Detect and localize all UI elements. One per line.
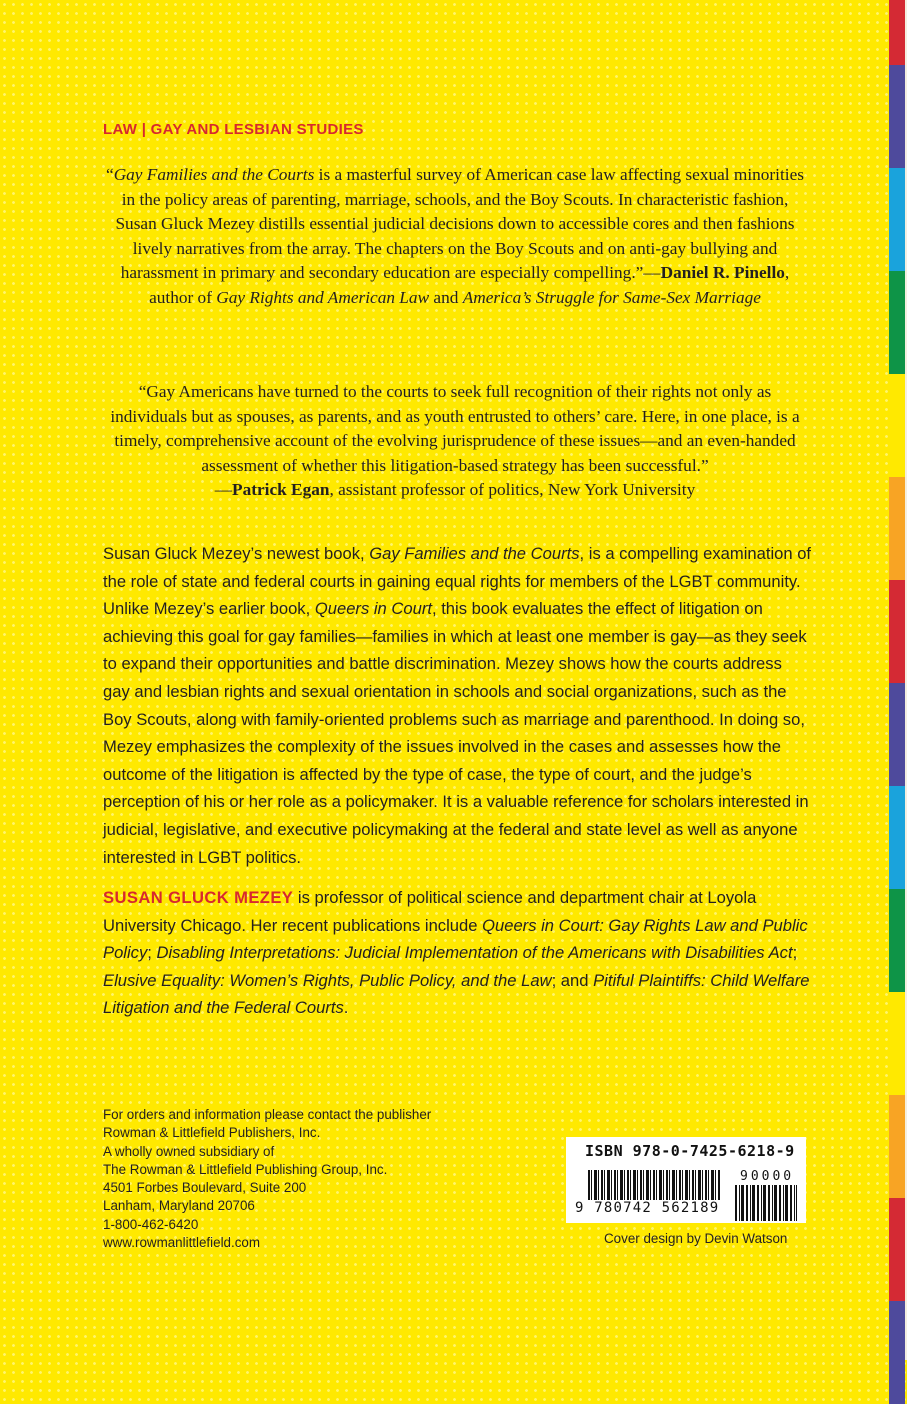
contact-line: Lanham, Maryland 20706: [103, 1198, 255, 1214]
spine-stripe: [889, 374, 905, 477]
spine-stripe: [889, 1095, 905, 1198]
spine-stripe: [889, 271, 905, 374]
addon-barcode-bars: [735, 1185, 797, 1221]
text-run: is professor of political science and department chair at Loyola University Chicago. Her recent publications include: [103, 888, 757, 935]
text-run: “Gay Americans have turned to the courts to seek full recognition of their rights not only as individuals but as spouses, as parents, and as youth entrusted to others’ care. Here, in one place, is a timely, comprehensive account of the evolving jurisprudence of these issues—and an even-handed assessment of whether this litigation-based strategy has been successful.”: [110, 382, 800, 475]
endorsement-quote-egan: [100, 380, 810, 503]
spine-stripe: [889, 786, 905, 889]
spine-stripe: [889, 1198, 905, 1301]
text-run: ;: [147, 943, 157, 963]
text-run: ; and: [551, 970, 594, 990]
contact-line: Rowman & Littlefield Publishers, Inc.: [103, 1125, 321, 1141]
price-addon-digits: 90000: [740, 1169, 795, 1184]
italic-title: Pitiful Plaintiffs: Child Welfare Litigation and the Federal Courts: [103, 970, 810, 1018]
contact-website: www.rowmanlittlefield.com: [103, 1235, 261, 1251]
text-run: , assistant professor of politics, New York University: [329, 480, 696, 499]
attribution-name: Patrick Egan: [232, 480, 330, 499]
barcode-digits: 9 780742 562189: [575, 1200, 720, 1216]
italic-title: Queers in Court: [314, 599, 432, 619]
contact-phone: 1-800-462-6420: [103, 1216, 199, 1232]
text-run: .: [343, 998, 349, 1018]
contact-line: For orders and information please contact the publisher: [103, 1107, 432, 1122]
italic-title: Queers in Court: Gay Rights Law and Public Policy: [103, 915, 808, 963]
cover-design-credit: Cover design by Devin Watson: [604, 1231, 788, 1246]
endorsement-quote-pinello: [100, 163, 810, 310]
text-run: “: [106, 165, 114, 184]
spine-stripe: [889, 992, 905, 1095]
text-run: —: [214, 480, 233, 499]
contact-line: A wholly owned subsidiary of: [103, 1143, 275, 1159]
italic-title: Disabling Interpretations: Judicial Implementation of the Americans with Disabilities Act: [156, 943, 793, 963]
text-run: is a masterful survey of American case law affecting sexual minorities in the policy areas of parenting, marriage, schools, and the Boy Scouts. In characteristic fashion, Susan Gluck Mezey distills essential judicial decisions down to accessible cores and then fashions lively narratives from the array. The chapters on the Boy Scouts and on anti-gay bullying and harassment in primary and secondary education are especially compelling.”—: [115, 165, 804, 282]
italic-title: Gay Rights and American Law: [216, 287, 430, 307]
text-run: , is a compelling examination of the role of state and federal courts in gaining equal rights for members of the LGBT community. Unlike Mezey’s earlier book,: [103, 544, 812, 619]
spine-stripe: [889, 683, 905, 786]
publisher-contact: [103, 1106, 431, 1252]
text-run: , this book evaluates the effect of litigation on achieving this goal for gay families—families in which at least one member is gay—as they seek to expand their opportunities and battle discrimination. Mezey shows how the courts address gay and lesbian rights and sexual orientation in schools and social organizations, such as the Boy Scouts, along with family-oriented problems such as marriage and parenthood. In doing so, Mezey emphasizes the complexity of the issues involved in the cases and assesses how the outcome of the litigation is affected by the type of case, the type of court, and the judge’s perception of his or her role as a policymaker. It is a valuable reference for scholars interested in judicial, legislative, and executive policymaking at the federal and state level as well as anyone interested in LGBT politics.: [103, 599, 809, 867]
rainbow-spine-stripes: [889, 0, 905, 1360]
text-run: and: [429, 287, 463, 307]
attribution-name: Daniel R. Pinello: [660, 263, 785, 282]
text-run: Susan Gluck Mezey’s newest book,: [103, 544, 370, 563]
spine-stripe: [889, 580, 905, 683]
text-run: ;: [792, 943, 798, 963]
contact-line: 4501 Forbes Boulevard, Suite 200: [103, 1180, 307, 1196]
spine-stripe: [889, 477, 905, 580]
italic-title: Gay Families and the Courts: [113, 165, 315, 184]
author-bio: [103, 884, 813, 1022]
italic-title: Elusive Equality: Women’s Rights, Public Policy, and the Law: [103, 970, 552, 990]
category-label: LAW | GAY AND LESBIAN STUDIES: [103, 121, 364, 138]
book-description: [103, 540, 813, 871]
spine-stripe: [889, 0, 905, 65]
spine-stripe: [889, 168, 905, 271]
isbn-barcode: [566, 1137, 806, 1223]
author-name: SUSAN GLUCK MEZEY: [103, 888, 294, 907]
spine-stripe: [889, 889, 905, 992]
spine-stripe: [889, 1301, 905, 1404]
italic-title: Gay Families and the Courts: [369, 544, 580, 563]
spine-stripe: [889, 65, 905, 168]
isbn-label: ISBN 978-0-7425-6218-9: [585, 1142, 795, 1160]
italic-title: America’s Struggle for Same-Sex Marriage: [462, 287, 761, 307]
contact-line: The Rowman & Littlefield Publishing Group, Inc.: [103, 1161, 388, 1177]
text-run: , author of: [149, 263, 790, 307]
